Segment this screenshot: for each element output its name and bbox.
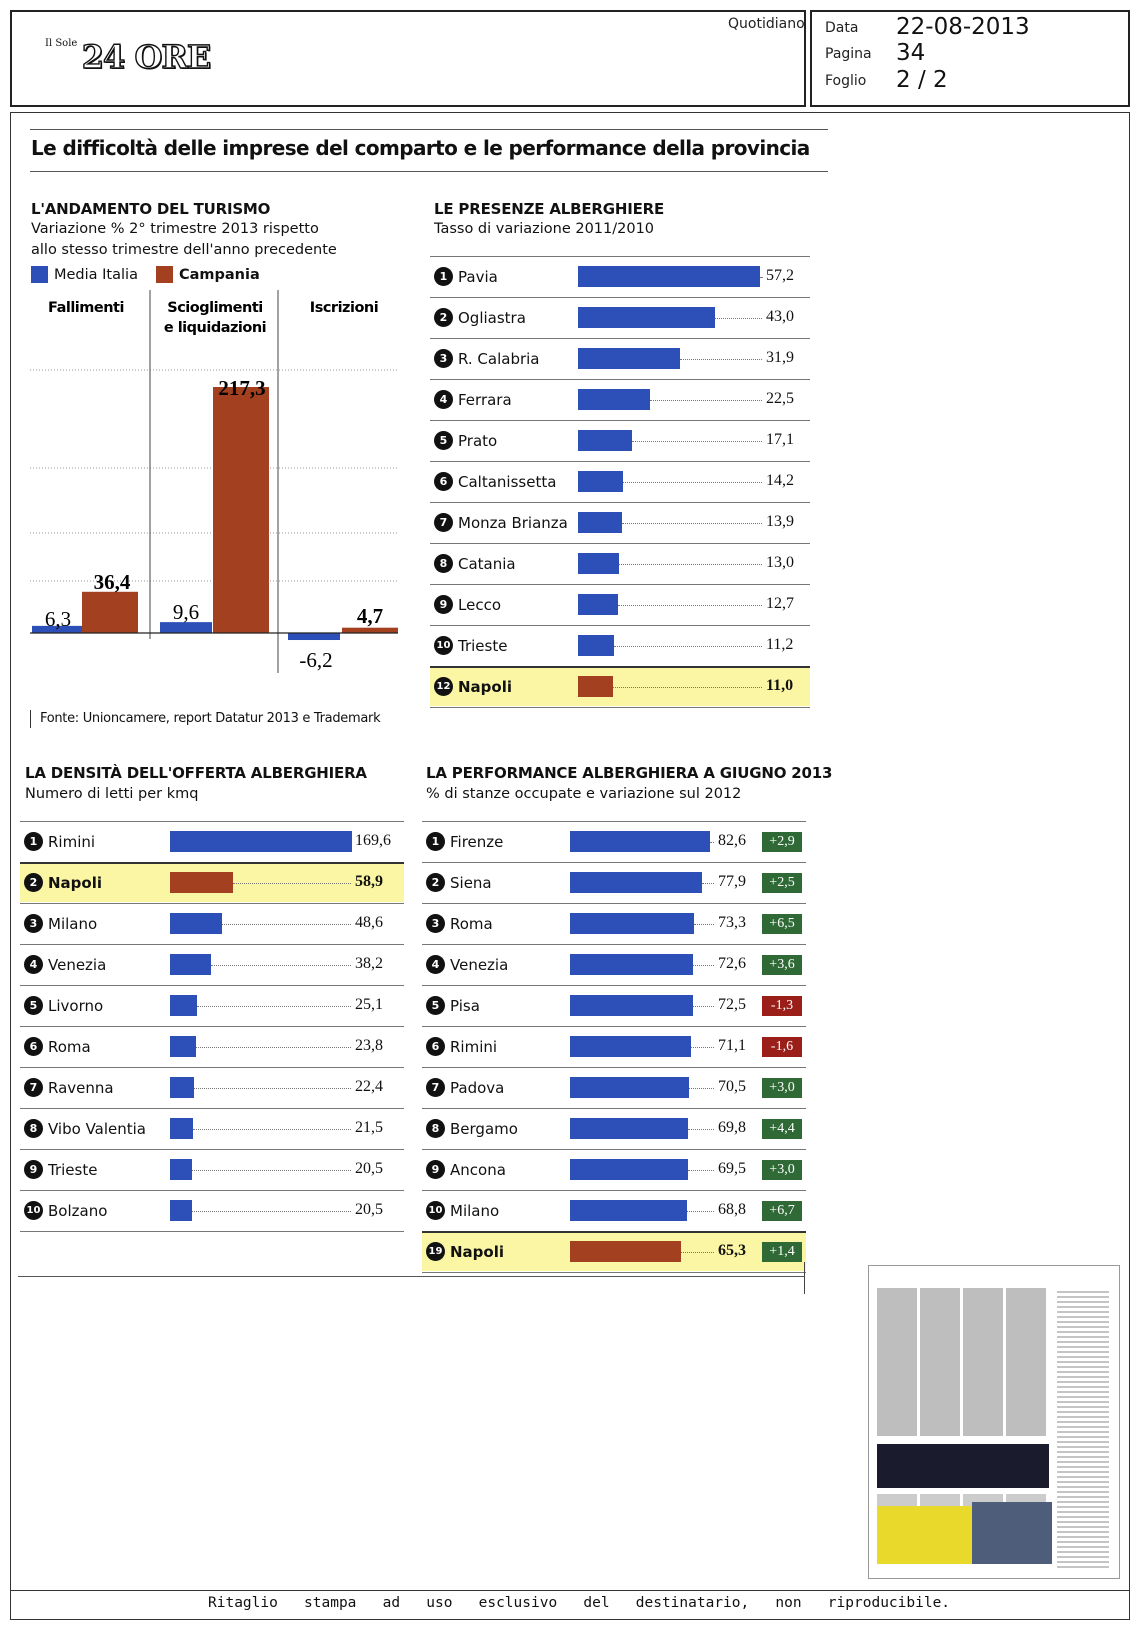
row-value: 38,2	[355, 955, 383, 972]
row-rule	[422, 862, 806, 863]
rank-badge: 2	[426, 873, 445, 892]
bar	[578, 389, 650, 410]
page-thumbnail	[868, 1265, 1120, 1579]
thumb-ad-photo	[972, 1502, 1052, 1564]
row-rule	[20, 862, 404, 864]
publication-type: Quotidiano	[728, 16, 805, 32]
leader-line	[613, 687, 762, 688]
rank-badge: 8	[434, 554, 453, 573]
list-item	[430, 256, 810, 297]
bar	[578, 471, 623, 492]
row-rule	[422, 1067, 806, 1068]
row-name: Roma	[450, 914, 493, 933]
row-value: 17,1	[766, 431, 794, 448]
row-value: 58,9	[355, 873, 383, 890]
row-value: 77,9	[718, 873, 746, 890]
change-badge: -1,6	[762, 1037, 802, 1057]
thumb-right-column	[1057, 1288, 1109, 1568]
row-value: 22,4	[355, 1078, 383, 1095]
row-value: 70,5	[718, 1078, 746, 1095]
rank-badge: 7	[426, 1078, 445, 1097]
row-rule	[430, 297, 810, 298]
list-item	[20, 985, 404, 1026]
bar	[170, 1118, 193, 1139]
bar	[578, 594, 618, 615]
row-rule	[422, 1190, 806, 1191]
category-label: Fallimenti	[48, 300, 124, 316]
leader-line	[693, 1006, 714, 1007]
data-label: 4,7	[356, 604, 384, 628]
list-item	[430, 461, 810, 502]
change-badge: +1,4	[762, 1242, 802, 1262]
row-name: Ancona	[450, 1160, 506, 1179]
bar	[578, 512, 622, 533]
leader-line	[688, 1129, 714, 1130]
turismo-subtitle-2: allo stesso trimestre dell'anno precedente	[31, 242, 337, 258]
logo-big: 24 ORE	[81, 38, 211, 76]
rank-badge: 9	[426, 1160, 445, 1179]
row-value: 20,5	[355, 1201, 383, 1218]
row-name: Ogliastra	[458, 308, 526, 327]
row-rule	[20, 1026, 404, 1027]
logo-small: Il Sole	[45, 38, 78, 49]
list-item	[20, 821, 404, 862]
row-name: R. Calabria	[458, 349, 540, 368]
list-item	[422, 1190, 806, 1231]
turismo-chart	[30, 290, 410, 720]
list-item	[422, 862, 806, 903]
list-item	[430, 543, 810, 584]
date-label: Data	[825, 20, 859, 36]
logo	[45, 38, 210, 76]
row-value: 69,5	[718, 1160, 746, 1177]
row-name: Napoli	[450, 1242, 505, 1261]
row-rule	[430, 666, 810, 668]
row-value: 71,1	[718, 1037, 746, 1054]
list-item	[20, 1026, 404, 1067]
row-value: 57,2	[766, 267, 794, 284]
list-item	[422, 944, 806, 985]
footer-text: Ritaglio stampa ad uso esclusivo del destinatario, non riproducibile.	[208, 1595, 951, 1611]
row-rule	[430, 625, 810, 626]
densita-subtitle: Numero di letti per kmq	[25, 786, 199, 802]
data-label: 6,3	[44, 607, 72, 631]
list-item	[20, 944, 404, 985]
leader-line	[650, 400, 762, 401]
leader-line	[693, 965, 714, 966]
bar-campania	[82, 592, 138, 633]
row-name: Prato	[458, 431, 498, 450]
row-value: 12,7	[766, 595, 794, 612]
list-item	[422, 1108, 806, 1149]
row-rule	[20, 944, 404, 945]
row-value: 21,5	[355, 1119, 383, 1136]
row-value: 72,6	[718, 955, 746, 972]
data-label: 9,6	[172, 600, 200, 624]
bar	[170, 1036, 196, 1057]
list-item	[430, 584, 810, 625]
row-value: 22,5	[766, 390, 794, 407]
data-label: 36,4	[93, 570, 131, 594]
leader-line	[694, 924, 714, 925]
list-item	[422, 821, 806, 862]
page-value: 34	[896, 40, 926, 66]
turismo-title: L'ANDAMENTO DEL TURISMO	[31, 200, 271, 218]
row-value: 25,1	[355, 996, 383, 1013]
row-rule	[430, 379, 810, 380]
row-value: 13,0	[766, 554, 794, 571]
row-value: 48,6	[355, 914, 383, 931]
change-badge: +4,4	[762, 1119, 802, 1139]
row-rule	[20, 903, 404, 904]
row-rule	[430, 338, 810, 339]
leader-line	[192, 1170, 351, 1171]
row-rule	[422, 1149, 806, 1150]
rows-end-rule	[20, 1231, 404, 1232]
bar	[570, 872, 702, 893]
bar	[578, 676, 613, 697]
list-item	[20, 903, 404, 944]
turismo-source: Fonte: Unioncamere, report Datatur 2013 e Trademark	[40, 711, 381, 726]
list-item	[422, 1149, 806, 1190]
bar	[170, 913, 222, 934]
bar	[570, 1118, 688, 1139]
leader-line	[691, 1047, 714, 1048]
row-name: Milano	[450, 1201, 500, 1220]
row-value: 73,3	[718, 914, 746, 931]
row-name: Catania	[458, 554, 516, 573]
bar	[570, 954, 693, 975]
bar-media-italia	[288, 633, 340, 640]
rank-badge: 4	[426, 955, 445, 974]
row-name: Lecco	[458, 595, 501, 614]
row-name: Trieste	[48, 1160, 98, 1179]
list-item	[430, 297, 810, 338]
rank-badge: 7	[24, 1078, 43, 1097]
rank-badge: 4	[24, 955, 43, 974]
leader-line	[196, 1047, 351, 1048]
bar	[578, 307, 715, 328]
footer-rule	[10, 1590, 1130, 1591]
row-value: 14,2	[766, 472, 794, 489]
list-item	[430, 379, 810, 420]
change-badge: +3,6	[762, 955, 802, 975]
list-item	[422, 985, 806, 1026]
row-rule	[422, 1231, 806, 1233]
leader-line	[632, 441, 762, 442]
presenze-title: LE PRESENZE ALBERGHIERE	[434, 200, 665, 218]
bar	[170, 1077, 194, 1098]
row-name: Venezia	[48, 955, 107, 974]
bar-campania	[342, 628, 398, 633]
change-badge: -1,3	[762, 996, 802, 1016]
bar	[570, 913, 694, 934]
thumb-text-top	[877, 1288, 1049, 1436]
bar	[578, 266, 760, 287]
sheet-label: Foglio	[825, 73, 867, 89]
rank-badge: 6	[426, 1037, 445, 1056]
row-name: Livorno	[48, 996, 104, 1015]
row-name: Caltanissetta	[458, 472, 557, 491]
row-value: 11,2	[766, 636, 794, 653]
rank-badge: 8	[24, 1119, 43, 1138]
row-value: 20,5	[355, 1160, 383, 1177]
data-label: -6,2	[299, 648, 333, 672]
title-rule-bottom	[30, 171, 828, 172]
row-value: 169,6	[355, 832, 391, 849]
leader-line	[233, 883, 351, 884]
category-label: e liquidazioni	[163, 320, 267, 336]
leader-line	[211, 965, 351, 966]
row-rule	[422, 1026, 806, 1027]
row-name: Ferrara	[458, 390, 512, 409]
legend-swatch-media-italia	[31, 266, 48, 283]
row-rule	[430, 420, 810, 421]
page-label: Pagina	[825, 46, 872, 62]
rank-badge: 4	[434, 390, 453, 409]
change-badge: +2,9	[762, 832, 802, 852]
row-rule	[422, 944, 806, 945]
list-item	[20, 1108, 404, 1149]
row-rule	[20, 1149, 404, 1150]
bar	[170, 831, 352, 852]
presenze-rows	[430, 256, 810, 706]
rank-badge: 5	[434, 431, 453, 450]
row-name: Bolzano	[48, 1201, 108, 1220]
row-value: 11,0	[766, 677, 794, 694]
row-name: Monza Brianza	[458, 513, 568, 532]
bar	[170, 995, 197, 1016]
row-rule	[422, 903, 806, 904]
list-item	[422, 1067, 806, 1108]
leader-line	[702, 883, 714, 884]
bar	[570, 1200, 687, 1221]
densita-title: LA DENSITÀ DELL'OFFERTA ALBERGHIERA	[25, 764, 367, 782]
leader-line	[197, 1006, 351, 1007]
bar-campania	[213, 387, 269, 633]
category-label: Scioglimenti	[167, 300, 263, 316]
row-value: 69,8	[718, 1119, 746, 1136]
row-name: Roma	[48, 1037, 91, 1056]
data-label: 217,3	[218, 376, 266, 400]
leader-line	[193, 1129, 351, 1130]
leader-line	[681, 1252, 714, 1253]
leader-line	[192, 1211, 351, 1212]
row-rule	[20, 1190, 404, 1191]
rank-badge: 1	[434, 267, 453, 286]
bar	[578, 430, 632, 451]
change-badge: +3,0	[762, 1160, 802, 1180]
leader-line	[614, 646, 762, 647]
row-rule	[422, 985, 806, 986]
row-value: 43,0	[766, 308, 794, 325]
rank-badge: 1	[24, 832, 43, 851]
bottom-rule-tick	[804, 1262, 805, 1294]
row-value: 23,8	[355, 1037, 383, 1054]
rank-badge: 19	[426, 1242, 445, 1261]
row-rule	[430, 256, 810, 257]
list-item	[430, 420, 810, 461]
row-rule	[430, 461, 810, 462]
row-value: 68,8	[718, 1201, 746, 1218]
category-label: Iscrizioni	[309, 300, 379, 316]
bar	[170, 954, 211, 975]
list-item	[430, 625, 810, 666]
row-name: Ravenna	[48, 1078, 114, 1097]
rank-badge: 3	[24, 914, 43, 933]
performance-rows	[422, 821, 806, 1281]
row-name: Bergamo	[450, 1119, 518, 1138]
rank-badge: 7	[434, 513, 453, 532]
row-name: Venezia	[450, 955, 509, 974]
row-rule	[422, 821, 806, 822]
turismo-legend	[31, 266, 260, 283]
main-title: Le difficoltà delle imprese del comparto e le performance della provincia	[31, 136, 810, 160]
row-name: Napoli	[48, 873, 103, 892]
bar	[570, 1241, 681, 1262]
bottom-rule	[18, 1276, 804, 1277]
leader-line	[622, 523, 762, 524]
rank-badge: 2	[434, 308, 453, 327]
rank-badge: 6	[24, 1037, 43, 1056]
performance-subtitle: % di stanze occupate e variazione sul 2012	[426, 786, 742, 802]
leader-line	[688, 1170, 714, 1171]
row-rule	[430, 584, 810, 585]
row-name: Vibo Valentia	[48, 1119, 146, 1138]
row-value: 65,3	[718, 1242, 746, 1259]
turismo-subtitle-1: Variazione % 2° trimestre 2013 rispetto	[31, 221, 319, 237]
date-value: 22-08-2013	[896, 14, 1030, 40]
rank-badge: 5	[426, 996, 445, 1015]
change-badge: +6,7	[762, 1201, 802, 1221]
bar	[578, 348, 680, 369]
rank-badge: 10	[24, 1201, 43, 1220]
row-rule	[20, 821, 404, 822]
leader-line	[618, 605, 762, 606]
bar	[570, 831, 710, 852]
bar	[578, 553, 619, 574]
row-rule	[20, 1108, 404, 1109]
row-rule	[430, 543, 810, 544]
thumb-dark-chart	[877, 1444, 1049, 1488]
source-bar	[30, 710, 31, 728]
bar	[570, 995, 693, 1016]
rank-badge: 10	[434, 636, 453, 655]
list-item	[430, 338, 810, 379]
row-rule	[20, 985, 404, 986]
change-badge: +6,5	[762, 914, 802, 934]
sheet-value: 2 / 2	[896, 67, 948, 93]
leader-line	[222, 924, 351, 925]
list-item	[20, 862, 404, 903]
list-item	[430, 502, 810, 543]
title-rule-top	[30, 129, 828, 130]
legend-label-media-italia: Media Italia	[54, 266, 138, 283]
row-rule	[430, 502, 810, 503]
rank-badge: 6	[434, 472, 453, 491]
performance-title: LA PERFORMANCE ALBERGHIERA A GIUGNO 2013	[426, 764, 833, 782]
leader-line	[194, 1088, 351, 1089]
rank-badge: 3	[434, 349, 453, 368]
presenze-subtitle: Tasso di variazione 2011/2010	[434, 221, 655, 237]
row-name: Siena	[450, 873, 492, 892]
row-name: Firenze	[450, 832, 504, 851]
leader-line	[687, 1211, 714, 1212]
row-name: Napoli	[458, 677, 513, 696]
bar	[170, 1200, 192, 1221]
rank-badge: 5	[24, 996, 43, 1015]
legend-label-campania: Campania	[178, 266, 260, 283]
rank-badge: 9	[24, 1160, 43, 1179]
rank-badge: 9	[434, 595, 453, 614]
row-value: 72,5	[718, 996, 746, 1013]
list-item	[422, 1026, 806, 1067]
legend-swatch-campania	[156, 266, 173, 283]
leader-line	[619, 564, 762, 565]
change-badge: +3,0	[762, 1078, 802, 1098]
bar	[570, 1036, 691, 1057]
row-name: Padova	[450, 1078, 505, 1097]
change-badge: +2,5	[762, 873, 802, 893]
bar	[570, 1077, 689, 1098]
rank-badge: 3	[426, 914, 445, 933]
rank-badge: 2	[24, 873, 43, 892]
rank-badge: 8	[426, 1119, 445, 1138]
row-name: Pavia	[458, 267, 498, 286]
densita-rows	[20, 821, 404, 1241]
list-item	[430, 666, 810, 707]
rows-end-rule	[430, 707, 810, 708]
row-value: 13,9	[766, 513, 794, 530]
list-item	[20, 1190, 404, 1231]
list-item	[422, 903, 806, 944]
rank-badge: 1	[426, 832, 445, 851]
leader-line	[689, 1088, 714, 1089]
row-value: 31,9	[766, 349, 794, 366]
row-rule	[422, 1108, 806, 1109]
leader-line	[710, 842, 714, 843]
list-item	[20, 1067, 404, 1108]
bar	[170, 1159, 192, 1180]
thumb-ad	[877, 1506, 972, 1564]
rank-badge: 10	[426, 1201, 445, 1220]
leader-line	[680, 359, 763, 360]
row-name: Pisa	[450, 996, 480, 1015]
row-name: Rimini	[48, 832, 96, 851]
row-name: Trieste	[458, 636, 508, 655]
row-name: Rimini	[450, 1037, 498, 1056]
row-rule	[20, 1067, 404, 1068]
row-name: Milano	[48, 914, 98, 933]
list-item	[422, 1231, 806, 1272]
leader-line	[715, 318, 762, 319]
rank-badge: 12	[434, 677, 453, 696]
leader-line	[760, 277, 762, 278]
bar	[170, 872, 233, 893]
list-item	[20, 1149, 404, 1190]
leader-line	[623, 482, 762, 483]
rows-end-rule	[422, 1272, 806, 1273]
bar	[578, 635, 614, 656]
bar	[570, 1159, 688, 1180]
row-value: 82,6	[718, 832, 746, 849]
